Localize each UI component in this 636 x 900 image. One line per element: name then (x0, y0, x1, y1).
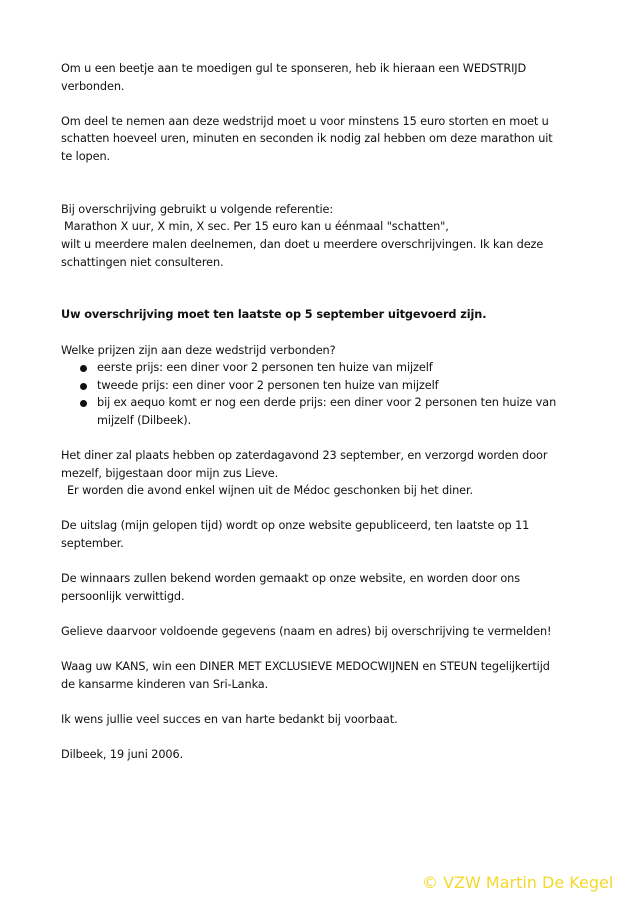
list-item (61, 377, 561, 395)
prizes-list (61, 359, 561, 429)
reference-intro: Bij overschrijving gebruikt u volgende referentie: (61, 202, 334, 216)
reference-format: Marathon X uur, X min, X sec. Per 15 euro kan u éénmaal "schatten", (64, 220, 449, 234)
reference-multiple: wilt u meerdere malen deelnemen, dan doet u meerdere overschrijvingen. Ik kan deze schattingen niet consulteren. (61, 237, 544, 269)
letter-body (61, 60, 561, 764)
dinner-details: Het diner zal plaats hebben op zaterdagavond 23 september, en verzorgd worden door mezelf, bijgestaan door mijn zus Lieve. (61, 449, 548, 480)
list-item (61, 359, 561, 377)
bullet-icon (80, 365, 87, 372)
deadline-notice: Uw overschrijving moet ten laatste op 5 september uitgevoerd zijn. (61, 308, 487, 322)
paragraph-contest-intro: Om u een beetje aan te moedigen gul te sponseren, heb ik hieraan een WEDSTRIJD verbonden. (61, 62, 527, 93)
paragraph-participation: Om deel te nemen aan deze wedstrijd moet u voor minstens 15 euro storten en moet u schatten hoeveel uren, minuten en seconden ik nodig zal hebben om deze marathon uit te lopen. (61, 114, 553, 163)
prize-text: eerste prijs: een diner voor 2 personen ten huize van mijzelf (97, 361, 433, 375)
bullet-icon (80, 400, 87, 407)
list-item (61, 394, 561, 429)
bullet-icon (80, 383, 87, 390)
result-notice: De uitslag (mijn gelopen tijd) wordt op onze website gepubliceerd, ten laatste op 11 september. (61, 519, 530, 551)
details-request: Gelieve daarvoor voldoende gegevens (naam en adres) bij overschrijving te vermelden! (61, 625, 552, 638)
winners-notice: De winnaars zullen bekend worden gemaakt op onze website, en worden door ons persoonlijk verwittigd. (61, 572, 521, 603)
closing-line: Ik wens jullie veel succes en van harte bedankt bij voorbaat. (61, 712, 398, 726)
copyright-watermark: © VZW Martin De Kegel (422, 873, 614, 892)
prize-text: tweede prijs: een diner voor 2 personen ten huize van mijzelf (97, 378, 439, 392)
prize-text: bij ex aequo komt er nog een derde prijs: een diner voor 2 personen ten huize van mijzelf (Dilbeek). (97, 396, 557, 427)
place-date: Dilbeek, 19 juni 2006. (61, 748, 184, 762)
prizes-intro: Welke prijzen zijn aan deze wedstrijd verbonden? (61, 343, 336, 357)
call-to-action: Waag uw KANS, win een DINER MET EXCLUSIEVE MEDOCWIJNEN en STEUN tegelijkertijd de kansarme kinderen van Sri-Lanka. (61, 660, 550, 691)
dinner-wines: Er worden die avond enkel wijnen uit de Médoc geschonken bij het diner. (67, 484, 474, 498)
